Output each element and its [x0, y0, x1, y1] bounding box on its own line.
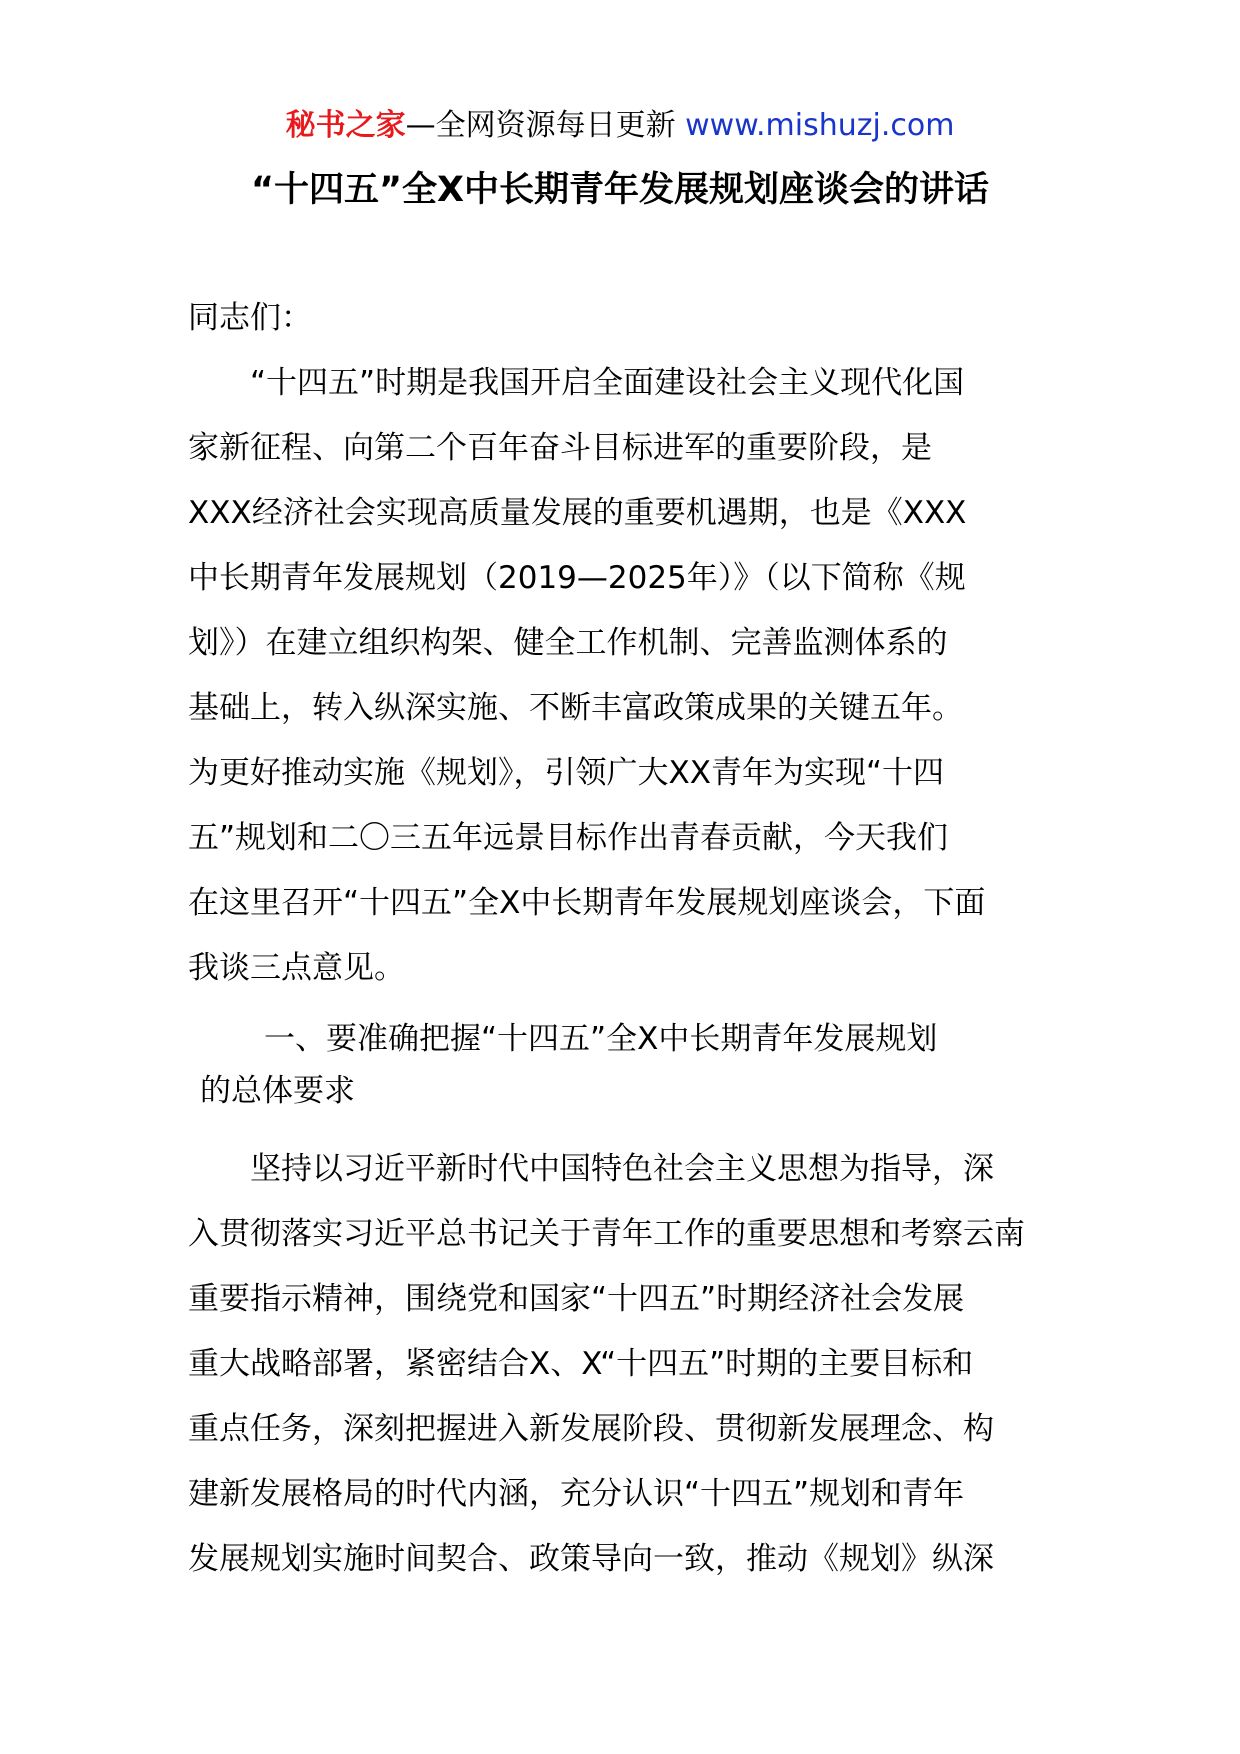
paragraph-line: 为更好推动实施《规划》，引领广大XX青年为实现“十四 [188, 755, 945, 791]
paragraph-1 [188, 351, 1028, 1001]
paragraph-line: 坚持以习近平新时代中国特色社会主义思想为指导，深 [250, 1151, 994, 1187]
paragraph-line: 家新征程、向第二个百年奋斗目标进军的重要阶段，是 [188, 430, 932, 466]
paragraph-line: 在这里召开“十四五”全X中长期青年发展规划座谈会，下面 [188, 885, 986, 921]
paragraph-line: 我谈三点意见。 [188, 950, 405, 986]
section-heading-1 [188, 1013, 1058, 1117]
paragraph-2 [188, 1137, 1028, 1592]
paragraph-line: 五”规划和二〇三五年远景目标作出青春贡献，今天我们 [188, 820, 949, 856]
paragraph-line: 发展规划实施时间契合、政策导向一致，推动《规划》纵深 [188, 1541, 994, 1577]
paragraph-line: 中长期青年发展规划（2019—2025年）》（以下简称《规 [188, 560, 966, 596]
paragraph-line: 重要指示精神，围绕党和国家“十四五”时期经济社会发展 [188, 1281, 965, 1317]
paragraph-line: 划》）在建立组织构架、健全工作机制、完善监测体系的 [188, 625, 948, 661]
paragraph-line: 重点任务，深刻把握进入新发展阶段、贯彻新发展理念、构 [188, 1411, 994, 1447]
site-header [0, 106, 1240, 146]
paragraph-line: 基础上，转入纵深实施、不断丰富政策成果的关键五年。 [188, 690, 963, 726]
paragraph-line: “十四五”时期是我国开启全面建设社会主义现代化国 [250, 365, 965, 401]
site-url-link[interactable]: www.mishuzj.com [685, 108, 955, 143]
site-brand: 秘书之家 [285, 108, 406, 143]
document-title: “十四五”全X中长期青年发展规划座谈会的讲话 [251, 170, 989, 210]
section-heading-line: 的总体要求 [200, 1073, 355, 1109]
salutation: 同志们： [188, 300, 312, 336]
section-heading-line: 一、要准确把握“十四五”全X中长期青年发展规划 [264, 1021, 938, 1057]
site-tagline: —全网资源每日更新 [405, 108, 686, 143]
paragraph-line: 入贯彻落实习近平总书记关于青年工作的重要思想和考察云南 [188, 1216, 1025, 1252]
paragraph-line: XXX经济社会实现高质量发展的重要机遇期，也是《XXX [188, 495, 967, 531]
paragraph-line: 建新发展格局的时代内涵，充分认识“十四五”规划和青年 [188, 1476, 965, 1512]
paragraph-line: 重大战略部署，紧密结合X、X“十四五”时期的主要目标和 [188, 1346, 974, 1382]
